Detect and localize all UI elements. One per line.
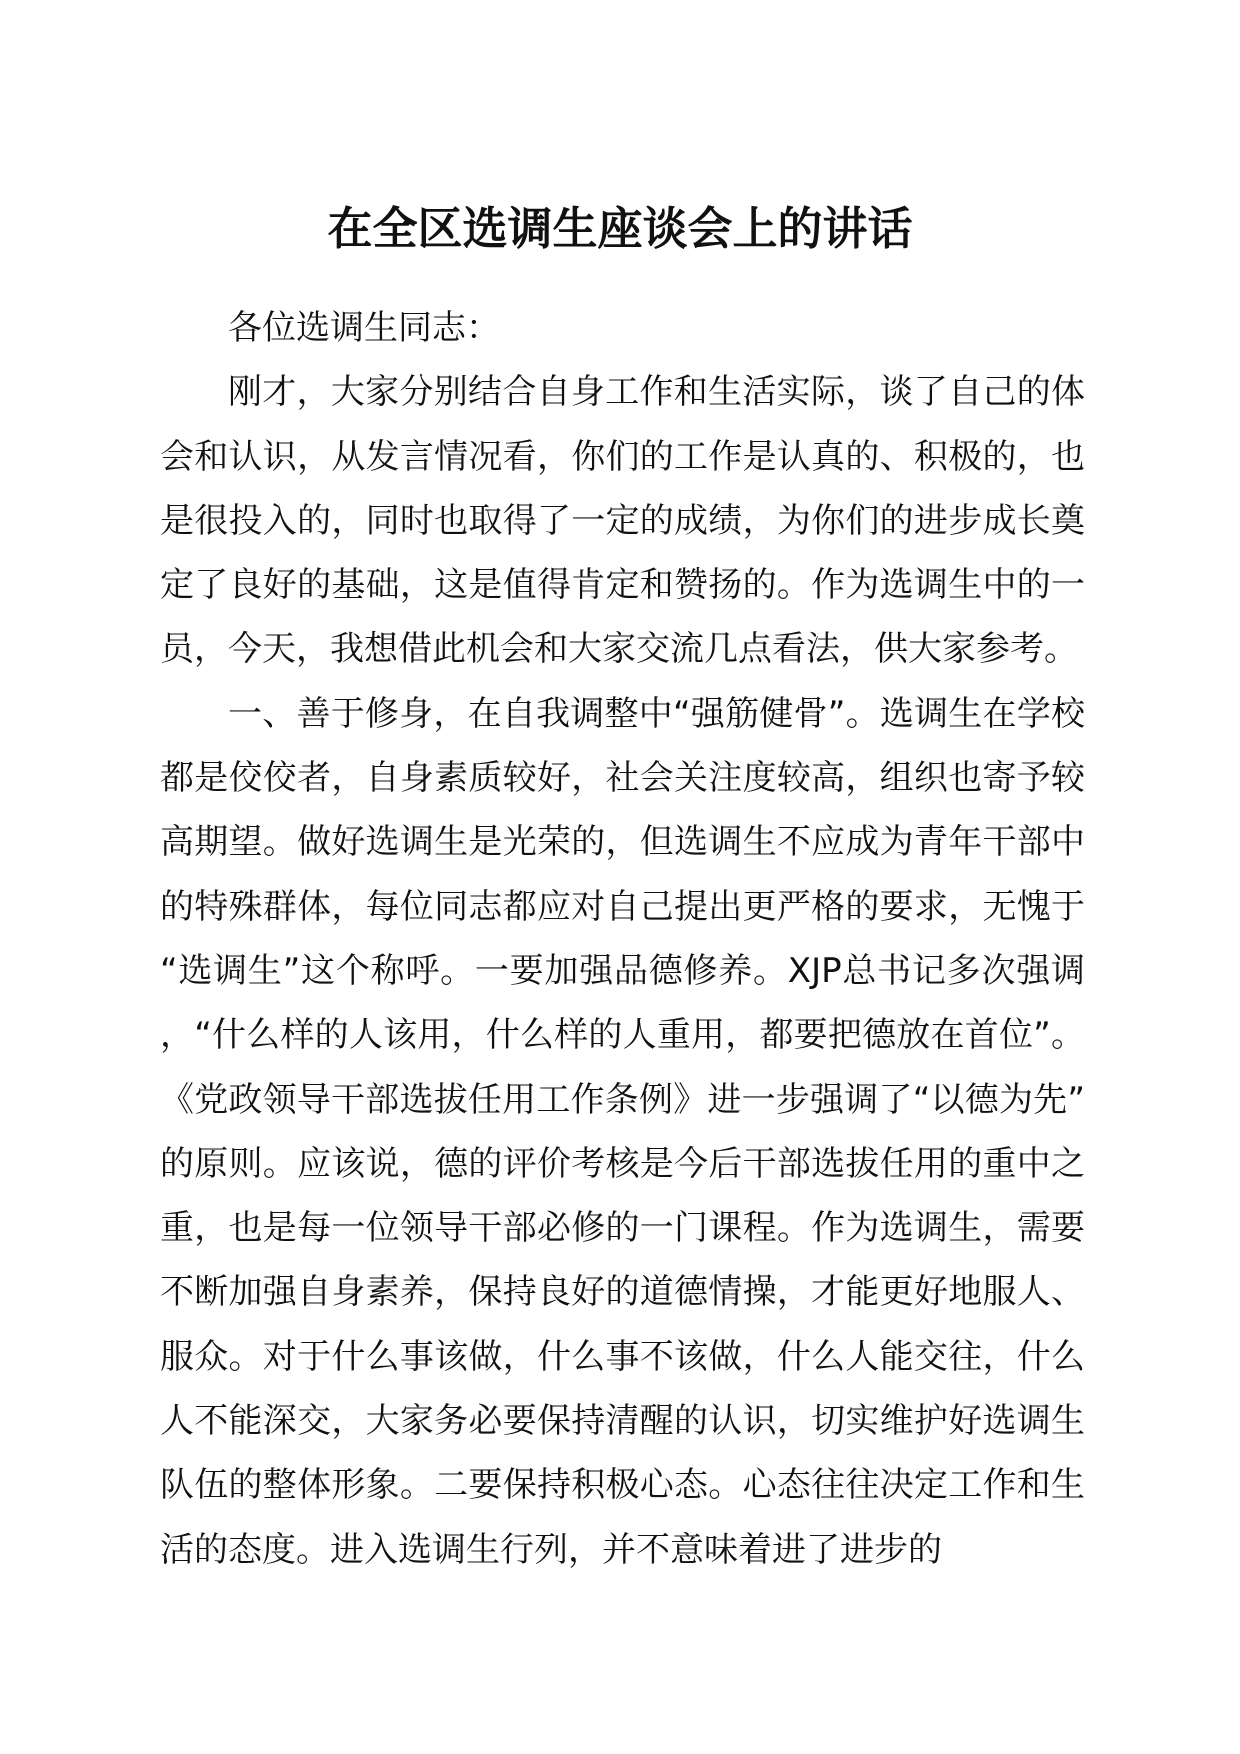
document-title: 在全区选调生座谈会上的讲话	[327, 202, 913, 255]
document-body	[160, 296, 1085, 1582]
paragraph-opening: 刚才，大家分别结合自身工作和生活实际，谈了自己的体会和认识，从发言情况看，你们的工作是认真的、积极的，也是很投入的，同时也取得了一定的成绩，为你们的进步成长奠定了良好的基础，这是值得肯定和赞扬的。作为选调生中的一员，今天，我想借此机会和大家交流几点看法，供大家参考。	[160, 372, 1085, 670]
paragraph-section-one: 一、善于修身，在自我调整中“强筋健骨”。选调生在学校都是佼佼者，自身素质较好，社会关注度较高，组织也寄予较高期望。做好选调生是光荣的，但选调生不应成为青年干部中的特殊群体，每位同志都应对自己提出更严格的要求，无愧于“选调生”这个称呼。一要加强品德修养。XJP总书记多次强调，“什么样的人该用，什么样的人重用，都要把德放在首位”。《党政领导干部选拔任用工作条例》进一步强调了“以德为先”的原则。应该说，德的评价考核是今后干部选拔任用的重中之重，也是每一位领导干部必修的一门课程。作为选调生，需要不断加强自身素养，保持良好的道德情操，才能更好地服人、服众。对于什么事该做，什么事不该做，什么人能交往，什么人不能深交，大家务必要保持清醒的认识，切实维护好选调生队伍的整体形象。二要保持积极心态。心态往往决定工作和生活的态度。进入选调生行列，并不意味着进了进步的	[160, 693, 1085, 1570]
salutation: 各位选调生同志：	[228, 308, 500, 348]
